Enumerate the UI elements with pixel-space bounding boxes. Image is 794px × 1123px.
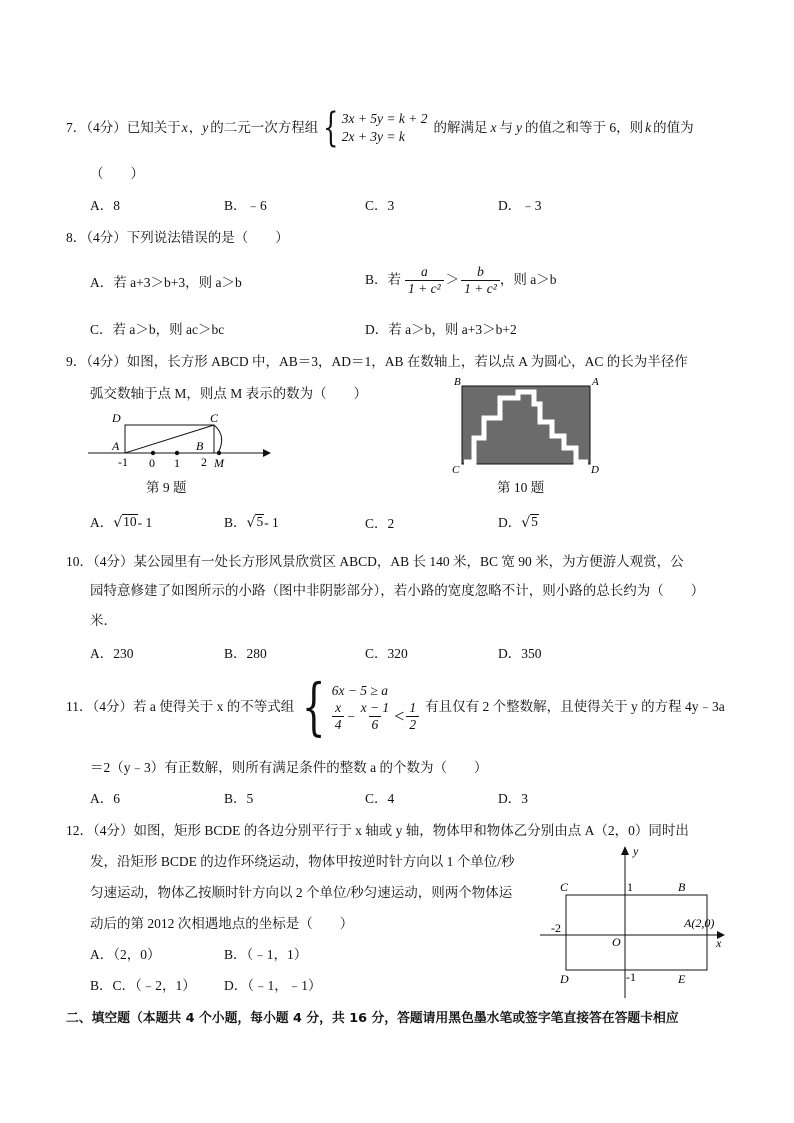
fig9-label-a: A: [112, 439, 120, 453]
q9-option-a: [90, 514, 152, 530]
q11-line2: ＝2（y﹣3）有正数解，则所有满足条件的整数 a 的个数为（ ）: [90, 760, 488, 775]
q11-frac2-num: x − 1: [360, 700, 390, 716]
section2-title: 二、填空题（本题共 4 个小题，每小题 4 分，共 16 分，答题请用黑色墨水笔或签字笔直接答在答题卡相应: [66, 1011, 679, 1026]
q7-comma: ，: [188, 120, 203, 136]
q8-option-a: [90, 276, 242, 290]
q12-option-a: A．（2，0）: [90, 947, 161, 962]
fig9-label-m: M: [214, 456, 224, 470]
fig9-tick-0: 0: [149, 456, 155, 470]
q8-option-c: C．若 a＞b，则 ac＞bc: [90, 322, 225, 337]
q11-stem: [66, 670, 725, 743]
q11-ineq1: 6x − 5 ≥ a: [331, 682, 388, 698]
q9-option-b-prefix: B．: [224, 515, 247, 531]
q9-line1: 9．（4分）如图，长方形 ABCD 中，AB＝3，AD＝1，AB 在数轴上，若以点 A 为圆心，AC 的长为半径作: [66, 354, 688, 369]
q7-stem-a: 7．（4分）已知关于: [66, 120, 181, 136]
q8-fraction-b: [461, 264, 500, 296]
q7-brace: {: [323, 105, 339, 151]
q10-option-c: C．320: [365, 646, 408, 661]
q11-frac2-den: 6: [369, 716, 382, 733]
fig9-tick-neg1: -1: [118, 455, 128, 469]
fig10-caption: 第 10 题: [497, 480, 545, 495]
q7-var-y: y: [202, 120, 209, 136]
q8-frac-a-num: a: [420, 264, 428, 279]
fig10-label-d: D: [591, 464, 599, 476]
q11-lt: <: [394, 706, 405, 727]
q8-stem: 8．（4分）下列说法错误的是（ ）: [66, 230, 289, 245]
fig9-tick-2: 2: [201, 455, 207, 469]
q8-option-a-prefix: A．若: [90, 275, 127, 290]
fig10-label-b: B: [454, 376, 461, 388]
q7-var-k: k: [645, 120, 652, 136]
q11-option-c: C．4: [365, 791, 395, 806]
q7-option-c: C．3: [365, 198, 395, 213]
q9-option-d: [498, 514, 539, 530]
q11-brace: {: [302, 670, 326, 743]
q9-option-b-post: - 1: [264, 515, 279, 531]
q7-eq2: 2x + 3y = k: [341, 129, 405, 144]
figure-12: [535, 843, 735, 1003]
q9-option-a-sqrt: √ 10: [113, 514, 137, 531]
q8-option-b-post: ，则 a＞b: [499, 272, 557, 288]
q11-frac1: [332, 700, 345, 732]
q8-fraction-a: [405, 264, 444, 296]
fig12-label-e: E: [678, 972, 686, 986]
fig12-label-d: D: [560, 972, 569, 986]
q12-option-b: B．（﹣1，1）: [224, 947, 308, 962]
q9-option-a-prefix: A．: [90, 515, 114, 531]
q8-gt: ＞: [445, 272, 460, 288]
q11-frac3-num: 1: [409, 700, 417, 716]
q9-line2: 弧交数轴于点 M，则点 M 表示的数为（ ）: [90, 386, 368, 401]
q11-stem-b: 有且仅有 2 个整数解，且使得关于 y 的方程 4y﹣3a: [425, 699, 725, 715]
q11-frac1-num: x: [335, 700, 342, 716]
figure-10: [452, 376, 602, 476]
q7-var-y2: y: [516, 120, 523, 136]
q11-frac3: [406, 700, 419, 732]
q9-option-c: C．2: [365, 516, 395, 531]
q11-frac3-den: 2: [406, 716, 419, 733]
q7-option-a: A．8: [90, 198, 120, 213]
q10-option-b: B．280: [224, 646, 267, 661]
fig12-label-b: B: [678, 880, 686, 894]
q9-option-a-post: - 1: [137, 515, 153, 531]
q7-stem-d: 与: [499, 120, 514, 136]
q7-var-x: x: [181, 120, 188, 136]
fig12-tick-neg2: -2: [551, 921, 561, 935]
fig10-label-c: C: [452, 464, 460, 476]
q10-line1: 10．（4分）某公园里有一处长方形风景欣赏区 ABCD，AB 长 140 米，BC 宽 90 米，为方便游人观赏，公: [66, 554, 684, 569]
q10-option-d: D．350: [498, 646, 542, 661]
q12-line3: 匀速运动，物体乙按顺时针方向以 2 个单位/秒匀速运动，则两个物体运: [90, 885, 513, 900]
fig12-label-c: C: [560, 880, 569, 894]
q11-frac1-den: 4: [332, 716, 345, 733]
q10-option-a: A．230: [90, 646, 134, 661]
q7-option-d: D．﹣3: [498, 198, 542, 213]
fig12-axis-x: x: [716, 936, 722, 950]
figure-9: [88, 408, 288, 478]
q8-option-b: [365, 264, 556, 296]
q8-option-b-prefix: B．若: [365, 272, 402, 288]
fig12-label-a: A(2,0): [684, 916, 715, 930]
fig9-caption: 第 9 题: [146, 480, 187, 495]
q7-stem: [66, 105, 694, 151]
q9-option-b-radicand: 5: [256, 514, 264, 529]
q7-stem-b: 的二元一次方程组: [210, 120, 319, 136]
q9-option-d-prefix: D．: [498, 515, 522, 531]
q12-line2: 发，沿矩形 BCDE 的边作环绕运动，物体甲按逆时针方向以 1 个单位/秒: [90, 854, 515, 869]
q11-inequality-system: [294, 670, 419, 743]
q7-stem-c: 的解满足: [433, 120, 488, 136]
fig10-label-a: A: [592, 376, 599, 388]
fig9-label-d: D: [112, 411, 121, 425]
q11-stem-a: 11．（4分）若 a 使得关于 x 的不等式组: [66, 699, 295, 715]
fig9-label-b: B: [196, 439, 204, 453]
q7-equation-system: [318, 105, 428, 151]
q12-line1: 12．（4分）如图，矩形 BCDE 的各边分别平行于 x 轴或 y 轴，物体甲和物体乙分别由点 A（2，0）同时出: [66, 823, 689, 838]
q7-paren: （ ）: [90, 166, 144, 181]
q11-minus: −: [346, 708, 356, 724]
fig12-label-o: O: [612, 935, 621, 949]
q11-option-b: B．5: [224, 791, 254, 806]
q9-option-d-radicand: 5: [531, 514, 538, 529]
q8-frac-b-num: b: [477, 264, 484, 279]
fig12-tick-neg1: -1: [626, 970, 636, 984]
q12-option-c: B．C．（﹣2，1）: [90, 978, 196, 993]
q7-stem-e: 的值之和等于 6，则: [525, 120, 644, 136]
q7-eq1: 3x + 5y = k + 2: [341, 110, 428, 126]
fig12-axis-y: y: [633, 844, 639, 858]
q12-option-d: D．（﹣1，﹣1）: [224, 978, 322, 993]
q11-frac2: [358, 700, 393, 732]
q8-frac-b-den: 1 + c²: [461, 280, 500, 297]
q8-option-d: D．若 a＞b，则 a+3＞b+2: [365, 322, 517, 337]
q8-option-a-body: a+3＞b+3，则 a＞b: [130, 275, 242, 290]
fig9-tick-1: 1: [174, 456, 180, 470]
q7-option-b: B．﹣6: [224, 198, 267, 213]
q10-line3: 米．: [90, 613, 117, 628]
q7-stem-f: 的值为: [653, 120, 694, 136]
q10-line2: 园特意修建了如图所示的小路（图中非阴影部分），若小路的宽度忽略不计，则小路的总长约为（ ）: [90, 583, 705, 598]
q9-option-a-radicand: 10: [123, 514, 137, 529]
q12-line4: 动后的第 2012 次相遇地点的坐标是（ ）: [90, 916, 354, 931]
q7-var-x2: x: [490, 120, 497, 136]
fig12-tick-1: 1: [627, 880, 633, 894]
q8-frac-a-den: 1 + c²: [405, 280, 444, 297]
q11-option-a: A．6: [90, 791, 120, 806]
fig9-label-c: C: [210, 411, 219, 425]
q9-option-b-sqrt: √ 5: [246, 514, 264, 531]
q9-option-d-sqrt: √ 5: [521, 514, 538, 531]
q11-option-d: D．3: [498, 791, 528, 806]
q9-option-b: [224, 514, 279, 530]
